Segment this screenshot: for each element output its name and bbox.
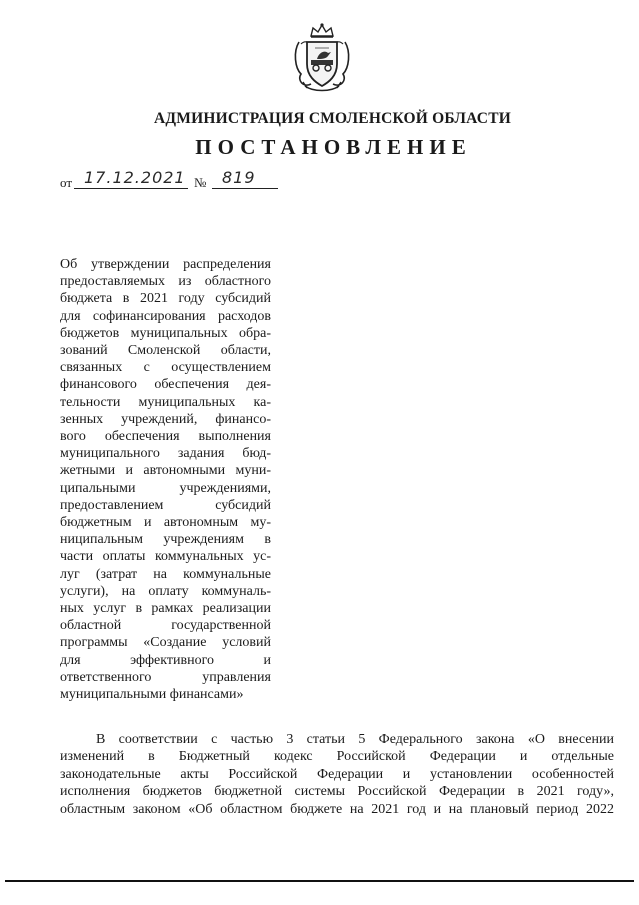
number-underline: [212, 188, 278, 189]
date-value: 17.12.2021: [84, 168, 186, 187]
subject-line: для софинансирования расходов: [60, 308, 271, 324]
document-body: [60, 731, 614, 818]
subject-line: бюджета в 2021 году субсидий: [60, 291, 271, 307]
subject-line: тельности муниципальных ка-: [60, 394, 271, 410]
subject-line: луг (затрат на коммунальные: [60, 566, 271, 582]
subject-line: жетными и автономными муни-: [60, 463, 271, 479]
subject-line: финансового обеспечения дея-: [60, 377, 271, 393]
document-type-title: ПОСТАНОВЛЕНИЕ: [195, 135, 472, 159]
date-underline: [74, 188, 188, 189]
number-value: 819: [222, 168, 256, 187]
subject-line: услуги), на оплату коммуналь-: [60, 583, 271, 599]
subject-line: зенных учреждений, финансо-: [60, 411, 271, 427]
subject-line: ных услуг в рамках реализации: [60, 601, 271, 617]
body-line: В соответствии с частью 3 статьи 5 Федерального закона «О внесении: [96, 732, 614, 747]
subject-line: ципальными учреждениями,: [60, 480, 271, 496]
document-subject: [60, 256, 271, 703]
subject-line: программы «Создание условий: [60, 635, 271, 651]
subject-line: предоставлением субсидий: [60, 497, 271, 513]
subject-line: предоставляемых из областного: [60, 274, 271, 290]
subject-line: Об утверждении распределения: [60, 257, 271, 272]
subject-line: ответственного управления: [60, 669, 271, 685]
date-label: от: [60, 175, 73, 190]
bottom-divider: [5, 880, 634, 882]
body-line: исполнения бюджетов бюджетной системы Российской Федерации в 2021 году»,: [60, 784, 614, 800]
number-label: №: [194, 175, 207, 190]
organization-title: АДМИНИСТРАЦИЯ СМОЛЕНСКОЙ ОБЛАСТИ: [153, 110, 511, 127]
smolensk-coat-of-arms-icon: [291, 22, 353, 94]
subject-line: части оплаты коммунальных ус-: [60, 549, 271, 565]
subject-line: бюджетов муниципальных обра-: [60, 325, 271, 341]
subject-line: связанных с осуществлением: [60, 360, 271, 376]
subject-line: муниципальными финансами»: [60, 687, 244, 703]
subject-line: вого обеспечения выполнения: [60, 429, 271, 445]
subject-line: областной государственной: [60, 618, 271, 634]
subject-line: бюджетным и автономным му-: [60, 515, 271, 531]
subject-line: для эффективного и: [60, 652, 271, 668]
body-line: законодательные акты Российской Федерации и установлении особенностей: [60, 766, 614, 782]
body-line: изменений в Бюджетный кодекс Российской Федерации и отдельные: [60, 749, 614, 765]
subject-line: ниципальным учреждениям в: [60, 532, 271, 548]
body-line: областным законом «Об областном бюджете на 2021 год и на плановый период 2022: [60, 801, 614, 817]
subject-line: зований Смоленской области,: [60, 343, 271, 359]
subject-line: муниципального задания бюд-: [60, 446, 271, 462]
